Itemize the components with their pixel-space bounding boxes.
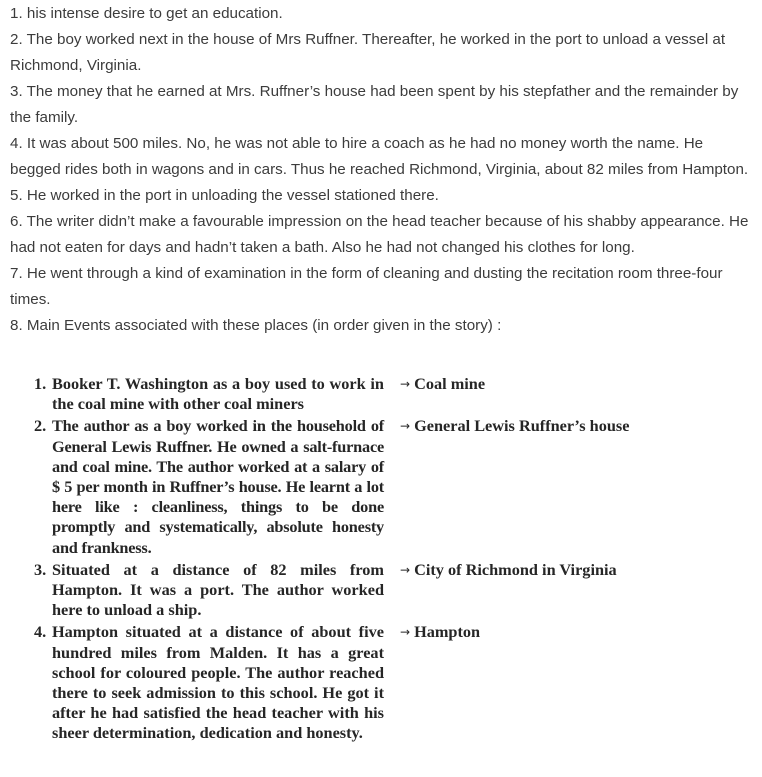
event-description: Hampton situated at a distance of about five hundred miles from Malden. It has a great school for coloured people. The author reached there to seek admission to this school. He got it after he had satisfied the head teacher with his sheer determination, dedication and honesty.: [52, 622, 384, 743]
event-place: [400, 622, 480, 643]
answers-list: [10, 1, 758, 339]
event-item: [34, 374, 734, 414]
event-place-name: General Lewis Ruffner’s house: [414, 416, 630, 436]
answer-4: 4. It was about 500 miles. No, he was not able to hire a coach as he had no money worth the name. He begged rides both in wagons and in cars. Thus he reached Richmond, Virginia, about 82 miles from Hampton.: [10, 135, 749, 178]
event-place: [400, 560, 617, 581]
event-item: [34, 560, 734, 621]
event-place-name: Hampton: [414, 622, 481, 642]
event-item: [34, 416, 734, 557]
answer-7: 7. He went through a kind of examination in the form of cleaning and dusting the recitation room three-four times.: [10, 265, 723, 308]
answer-1: 1. his intense desire to get an education.: [10, 5, 283, 22]
event-place: [400, 416, 629, 437]
scanned-events-image: [34, 374, 734, 746]
answer-2: 2. The boy worked next in the house of Mrs Ruffner. Thereafter, he worked in the port to unload a vessel at Richmond, Virginia.: [10, 31, 726, 74]
event-number: 4.: [34, 622, 47, 642]
event-place-name: Coal mine: [414, 374, 486, 393]
answer-5: 5. He worked in the port in unloading the vessel stationed there.: [10, 187, 439, 204]
event-number: 1.: [34, 374, 47, 393]
answer-6: 6. The writer didn’t make a favourable impression on the head teacher because of his shabby appearance. He had not eaten for days and hadn’t taken a bath. Also he had not changed his clothes for long.: [10, 213, 749, 256]
event-description: Situated at a distance of 82 miles from Hampton. It was a port. The author worked here to unload a ship.: [52, 559, 384, 620]
event-number: 2.: [34, 416, 47, 436]
event-description: The author as a boy worked in the household of General Lewis Ruffner. He owned a salt-furnace and coal mine. The author worked at a salary of $ 5 per month in Ruffner’s house. He learnt a lot here like : cleanliness, things to be done promptly and systematically, absolute honesty and frankness.: [52, 416, 384, 557]
right-arrow-icon: →: [400, 419, 411, 434]
event-number: 3.: [34, 559, 47, 579]
right-arrow-icon: →: [400, 625, 411, 640]
event-description: Booker T. Washington as a boy used to work in the coal mine with other coal miners: [52, 374, 384, 414]
right-arrow-icon: →: [400, 377, 411, 391]
event-item: [34, 622, 734, 743]
answer-3: 3. The money that he earned at Mrs. Ruffner’s house had been spent by his stepfather and the remainder by the family.: [10, 83, 739, 126]
right-arrow-icon: →: [400, 562, 411, 577]
answer-8-heading: 8. Main Events associated with these places (in order given in the story) :: [10, 317, 502, 334]
event-place-name: City of Richmond in Virginia: [414, 559, 617, 579]
event-place: [400, 374, 485, 395]
